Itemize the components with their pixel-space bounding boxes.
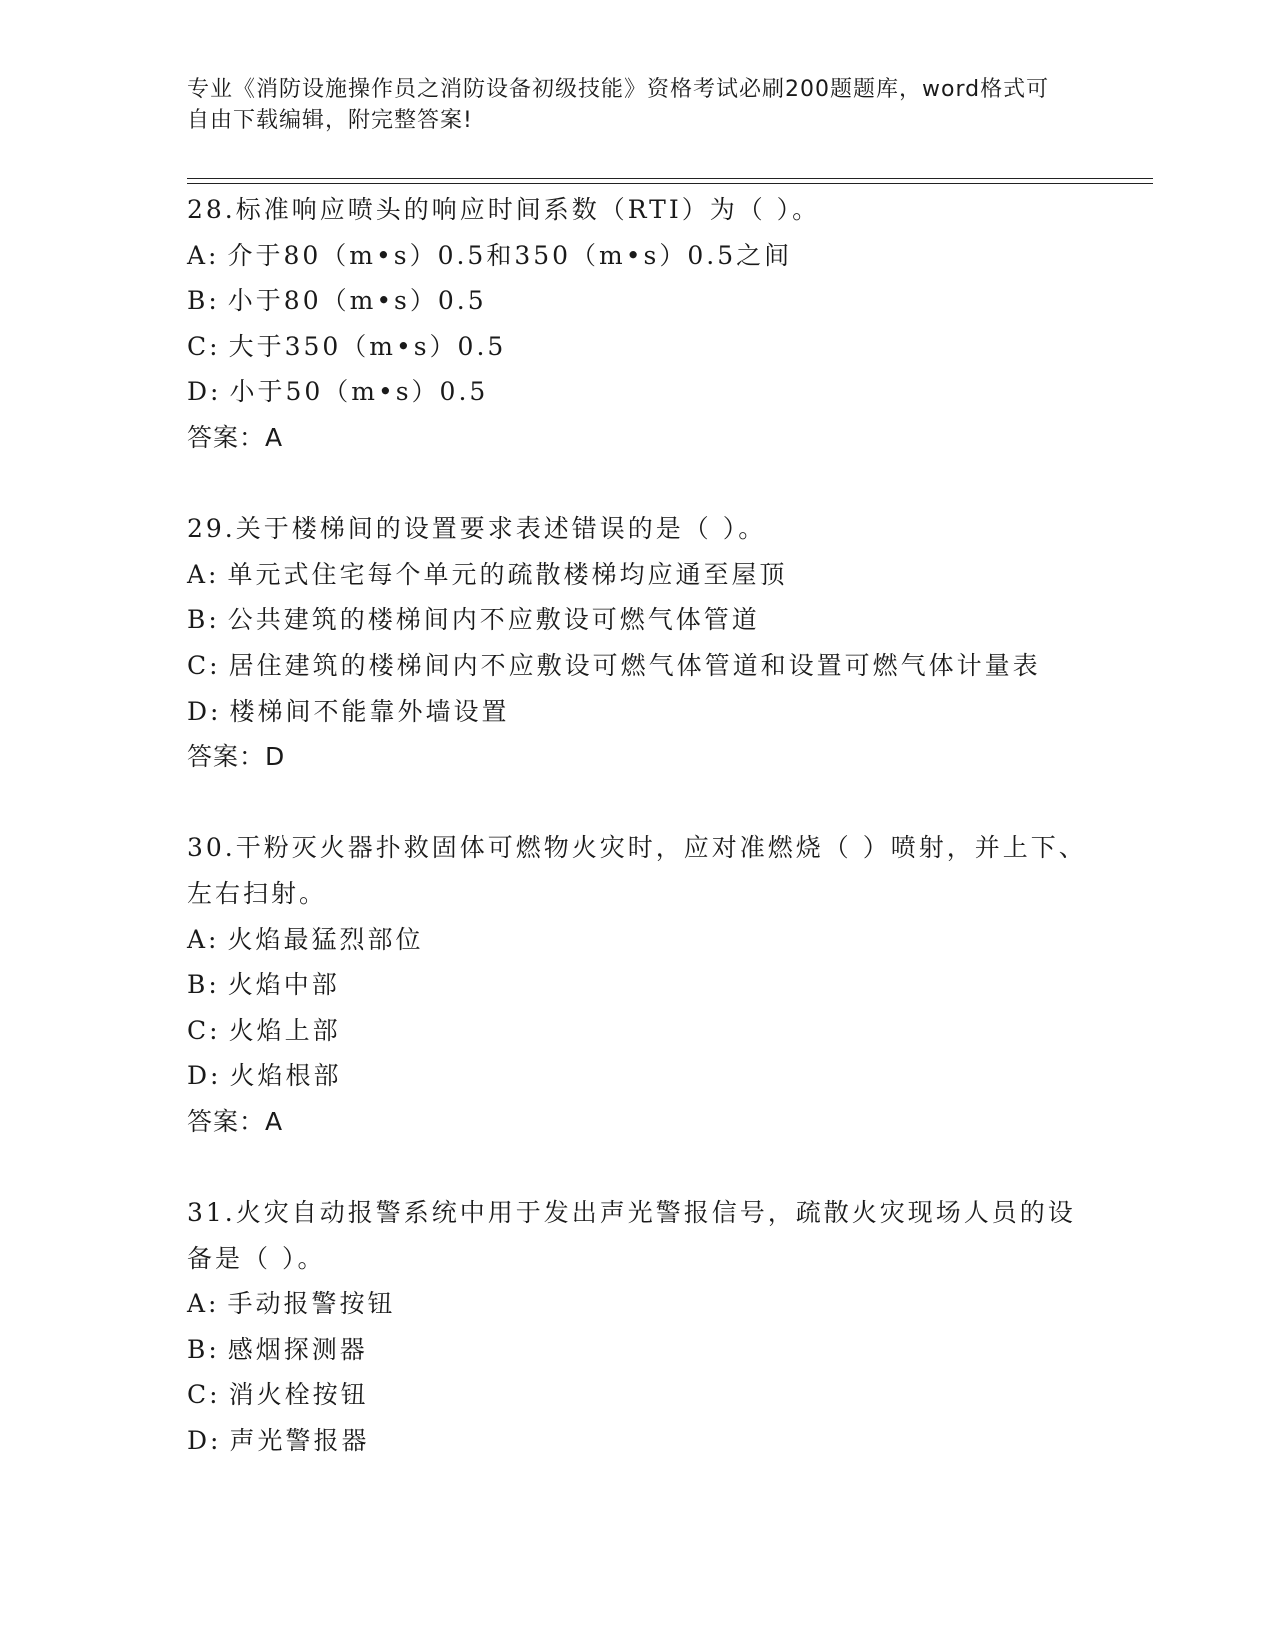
header-divider-top <box>187 178 1153 179</box>
option-letter: A: <box>187 240 220 270</box>
option-d <box>187 1053 1087 1099</box>
option-letter: C: <box>187 1015 221 1045</box>
option-text: 火焰中部 <box>227 970 340 1000</box>
spacer <box>187 1144 1087 1190</box>
option-text: 介于80（m•s）0.5和350（m•s）0.5之间 <box>227 240 793 270</box>
option-text: 火焰根部 <box>229 1061 342 1091</box>
option-b <box>187 962 1087 1008</box>
option-text: 声光警报器 <box>229 1426 370 1456</box>
question-stem: 28.标准响应喷头的响应时间系数（RTI）为（ ）。 <box>187 195 821 224</box>
option-d <box>187 689 1087 735</box>
spacer <box>187 461 1087 507</box>
question-stem: 30.干粉灭火器扑救固体可燃物火灾时，应对准燃烧（ ）喷射，并上下、左右扫射。 <box>187 833 1087 908</box>
question-stem: 29.关于楼梯间的设置要求表述错误的是（ ）。 <box>187 514 767 544</box>
option-text: 小于80（m•s）0.5 <box>227 286 487 316</box>
option-d <box>187 1418 1087 1464</box>
option-letter: D: <box>187 1061 222 1091</box>
option-text: 火焰最猛烈部位 <box>227 924 424 954</box>
option-letter: B: <box>187 605 220 635</box>
option-text: 火焰上部 <box>228 1015 341 1045</box>
answer-line: 答案：D <box>187 742 286 772</box>
option-a <box>187 552 1087 598</box>
document-header: 专业《消防设施操作员之消防设备初级技能》资格考试必刷200题题库，word格式可自由下载编辑，附完整答案! <box>187 77 1050 133</box>
option-text: 公共建筑的楼梯间内不应敷设可燃气体管道 <box>227 605 760 635</box>
answer-line: 答案：A <box>187 422 284 452</box>
header-divider-bottom <box>187 183 1153 184</box>
option-d <box>187 369 1087 415</box>
option-text: 消火栓按钮 <box>228 1380 369 1410</box>
option-c <box>187 1008 1087 1054</box>
question-stem: 31.火灾自动报警系统中用于发出声光警报信号，疏散火灾现场人员的设备是（ ）。 <box>187 1198 1076 1273</box>
question-list <box>187 187 1087 1464</box>
option-a <box>187 917 1087 963</box>
option-letter: B: <box>187 970 220 1000</box>
option-text: 手动报警按钮 <box>227 1289 396 1319</box>
option-c <box>187 1372 1087 1418</box>
question-31 <box>187 1190 1087 1464</box>
option-letter: A: <box>187 559 220 589</box>
question-30 <box>187 825 1087 1144</box>
option-c <box>187 324 1087 370</box>
answer-line: 答案：A <box>187 1106 284 1136</box>
option-b <box>187 278 1087 324</box>
option-letter: A: <box>187 1289 220 1319</box>
option-text: 感烟探测器 <box>227 1334 368 1364</box>
option-text: 小于50（m•s）0.5 <box>229 377 489 407</box>
question-29 <box>187 506 1087 780</box>
option-letter: B: <box>187 1334 220 1364</box>
option-letter: C: <box>187 331 221 361</box>
option-text: 楼梯间不能靠外墙设置 <box>229 696 510 726</box>
option-c <box>187 643 1087 689</box>
option-text: 大于350（m•s）0.5 <box>228 331 507 361</box>
option-b <box>187 1327 1087 1373</box>
option-a <box>187 1281 1087 1327</box>
option-letter: C: <box>187 650 221 680</box>
option-letter: D: <box>187 696 222 726</box>
option-letter: D: <box>187 377 222 407</box>
option-text: 居住建筑的楼梯间内不应敷设可燃气体管道和设置可燃气体计量表 <box>228 650 1041 680</box>
option-letter: B: <box>187 286 220 316</box>
option-a <box>187 233 1087 279</box>
question-28 <box>187 187 1087 461</box>
spacer <box>187 780 1087 826</box>
option-text: 单元式住宅每个单元的疏散楼梯均应通至屋顶 <box>227 559 788 589</box>
option-letter: D: <box>187 1426 222 1456</box>
option-letter: C: <box>187 1380 221 1410</box>
option-letter: A: <box>187 924 220 954</box>
option-b <box>187 597 1087 643</box>
